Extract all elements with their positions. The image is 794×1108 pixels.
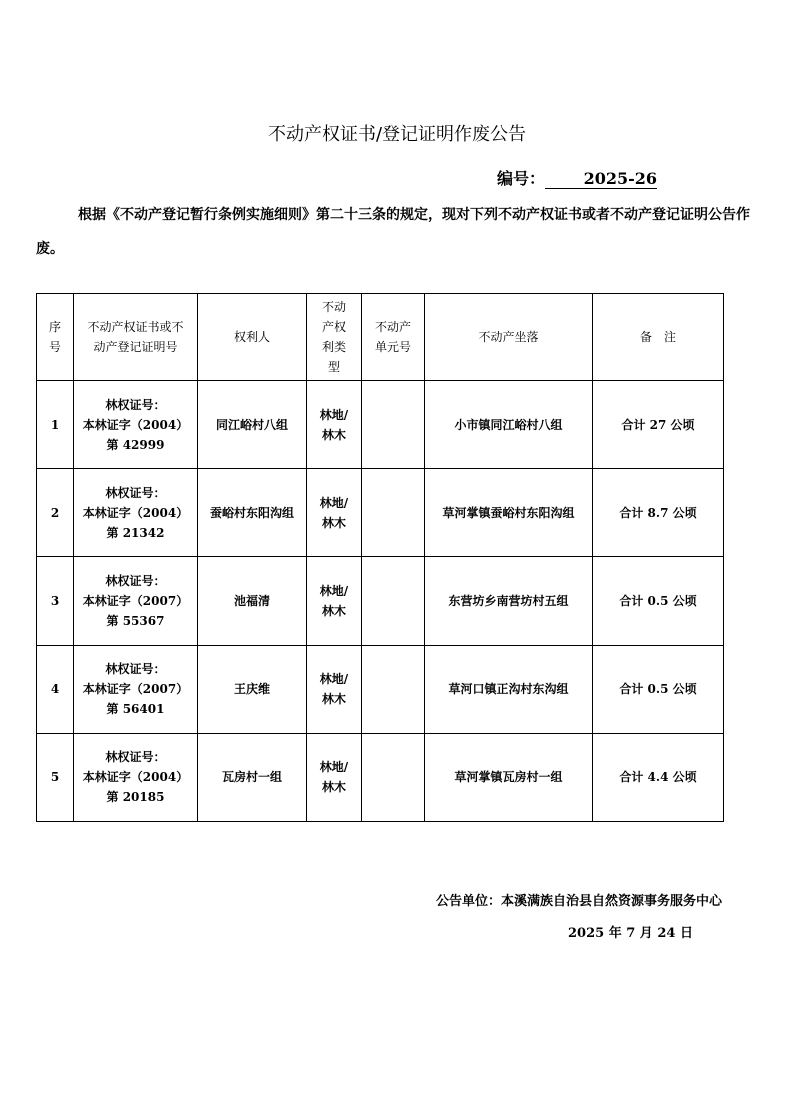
cert-line: 本林证字（2004） [82,770,189,785]
page-title: 不动产权证书/登记证明作废公告 [267,124,527,145]
cell-owner: 蚕峪村东阳沟组 [198,469,307,557]
cert-line: 第 55367 [106,613,165,628]
cell-type: 林地/林木 [307,469,362,557]
cert-line: 本林证字（2007） [82,593,189,608]
table-row [37,381,724,469]
cell-note: 合计 27 公顷 [593,381,724,469]
table-row [37,733,724,821]
notice-table [36,293,724,822]
cell-type: 林地/林木 [307,381,362,469]
cell-type: 林地/林木 [307,645,362,733]
cell-location: 草河掌镇瓦房村一组 [425,733,593,821]
cert-line: 林权证号： [105,397,166,412]
cert-line: 本林证字（2004） [82,505,189,520]
cell-owner: 王庆维 [198,645,307,733]
header-location: 不动产坐落 [425,294,593,381]
cell-cert [74,733,198,821]
header-note: 备 注 [593,294,724,381]
table-row [37,557,724,645]
header-type: 不动产权利类型 [307,294,362,381]
cert-line: 林权证号： [105,662,166,677]
cell-seq: 5 [37,733,74,821]
header-cert: 不动产权证书或不动产登记证明号 [74,294,198,381]
cell-unit [362,733,425,821]
table-header-row [37,294,724,381]
notice-number-label: 编号： [497,169,546,188]
cert-line: 第 42999 [106,437,165,452]
table-row [37,469,724,557]
cert-line: 本林证字（2004） [82,417,189,432]
cell-owner: 瓦房村一组 [198,733,307,821]
cell-cert [74,469,198,557]
cell-note: 合计 8.7 公顷 [593,469,724,557]
cert-line: 林权证号： [105,485,166,500]
cert-line: 林权证号： [105,573,166,588]
notice-number-value: 2025-26 [545,170,657,189]
cell-location: 草河掌镇蚕峪村东阳沟组 [425,469,593,557]
cell-owner: 同江峪村八组 [198,381,307,469]
issuer-line: 公告单位：本溪满族自治县自然资源事务服务中心 [435,894,722,909]
cell-note: 合计 0.5 公顷 [593,645,724,733]
cell-seq: 2 [37,469,74,557]
cell-cert [74,557,198,645]
cell-unit [362,469,425,557]
cell-note: 合计 4.4 公顷 [593,733,724,821]
cell-owner: 池福清 [198,557,307,645]
cell-location: 草河口镇正沟村东沟组 [425,645,593,733]
cell-cert [74,645,198,733]
cell-seq: 1 [37,381,74,469]
header-unit: 不动产单元号 [362,294,425,381]
cell-location: 小市镇同江峪村八组 [425,381,593,469]
cert-line: 第 21342 [106,525,165,540]
notice-paragraph: 根据《不动产登记暂行条例实施细则》第二十三条的规定，现对下列不动产权证书或者不动产登记证明公告作废。 [36,207,750,257]
cell-cert [74,381,198,469]
cell-type: 林地/林木 [307,557,362,645]
date-line: 2025 年 7 月 24 日 [568,926,693,941]
cert-line: 第 20185 [106,790,165,805]
cell-type: 林地/林木 [307,733,362,821]
cell-seq: 3 [37,557,74,645]
cell-seq: 4 [37,645,74,733]
cell-unit [362,557,425,645]
cert-line: 林权证号： [105,750,166,765]
header-owner: 权利人 [198,294,307,381]
header-seq: 序号 [37,294,74,381]
cert-line: 第 56401 [106,702,165,717]
cell-note: 合计 0.5 公顷 [593,557,724,645]
cert-line: 本林证字（2007） [82,682,189,697]
cell-unit [362,645,425,733]
table-row [37,645,724,733]
cell-unit [362,381,425,469]
notice-number [497,166,657,189]
cell-location: 东营坊乡南营坊村五组 [425,557,593,645]
